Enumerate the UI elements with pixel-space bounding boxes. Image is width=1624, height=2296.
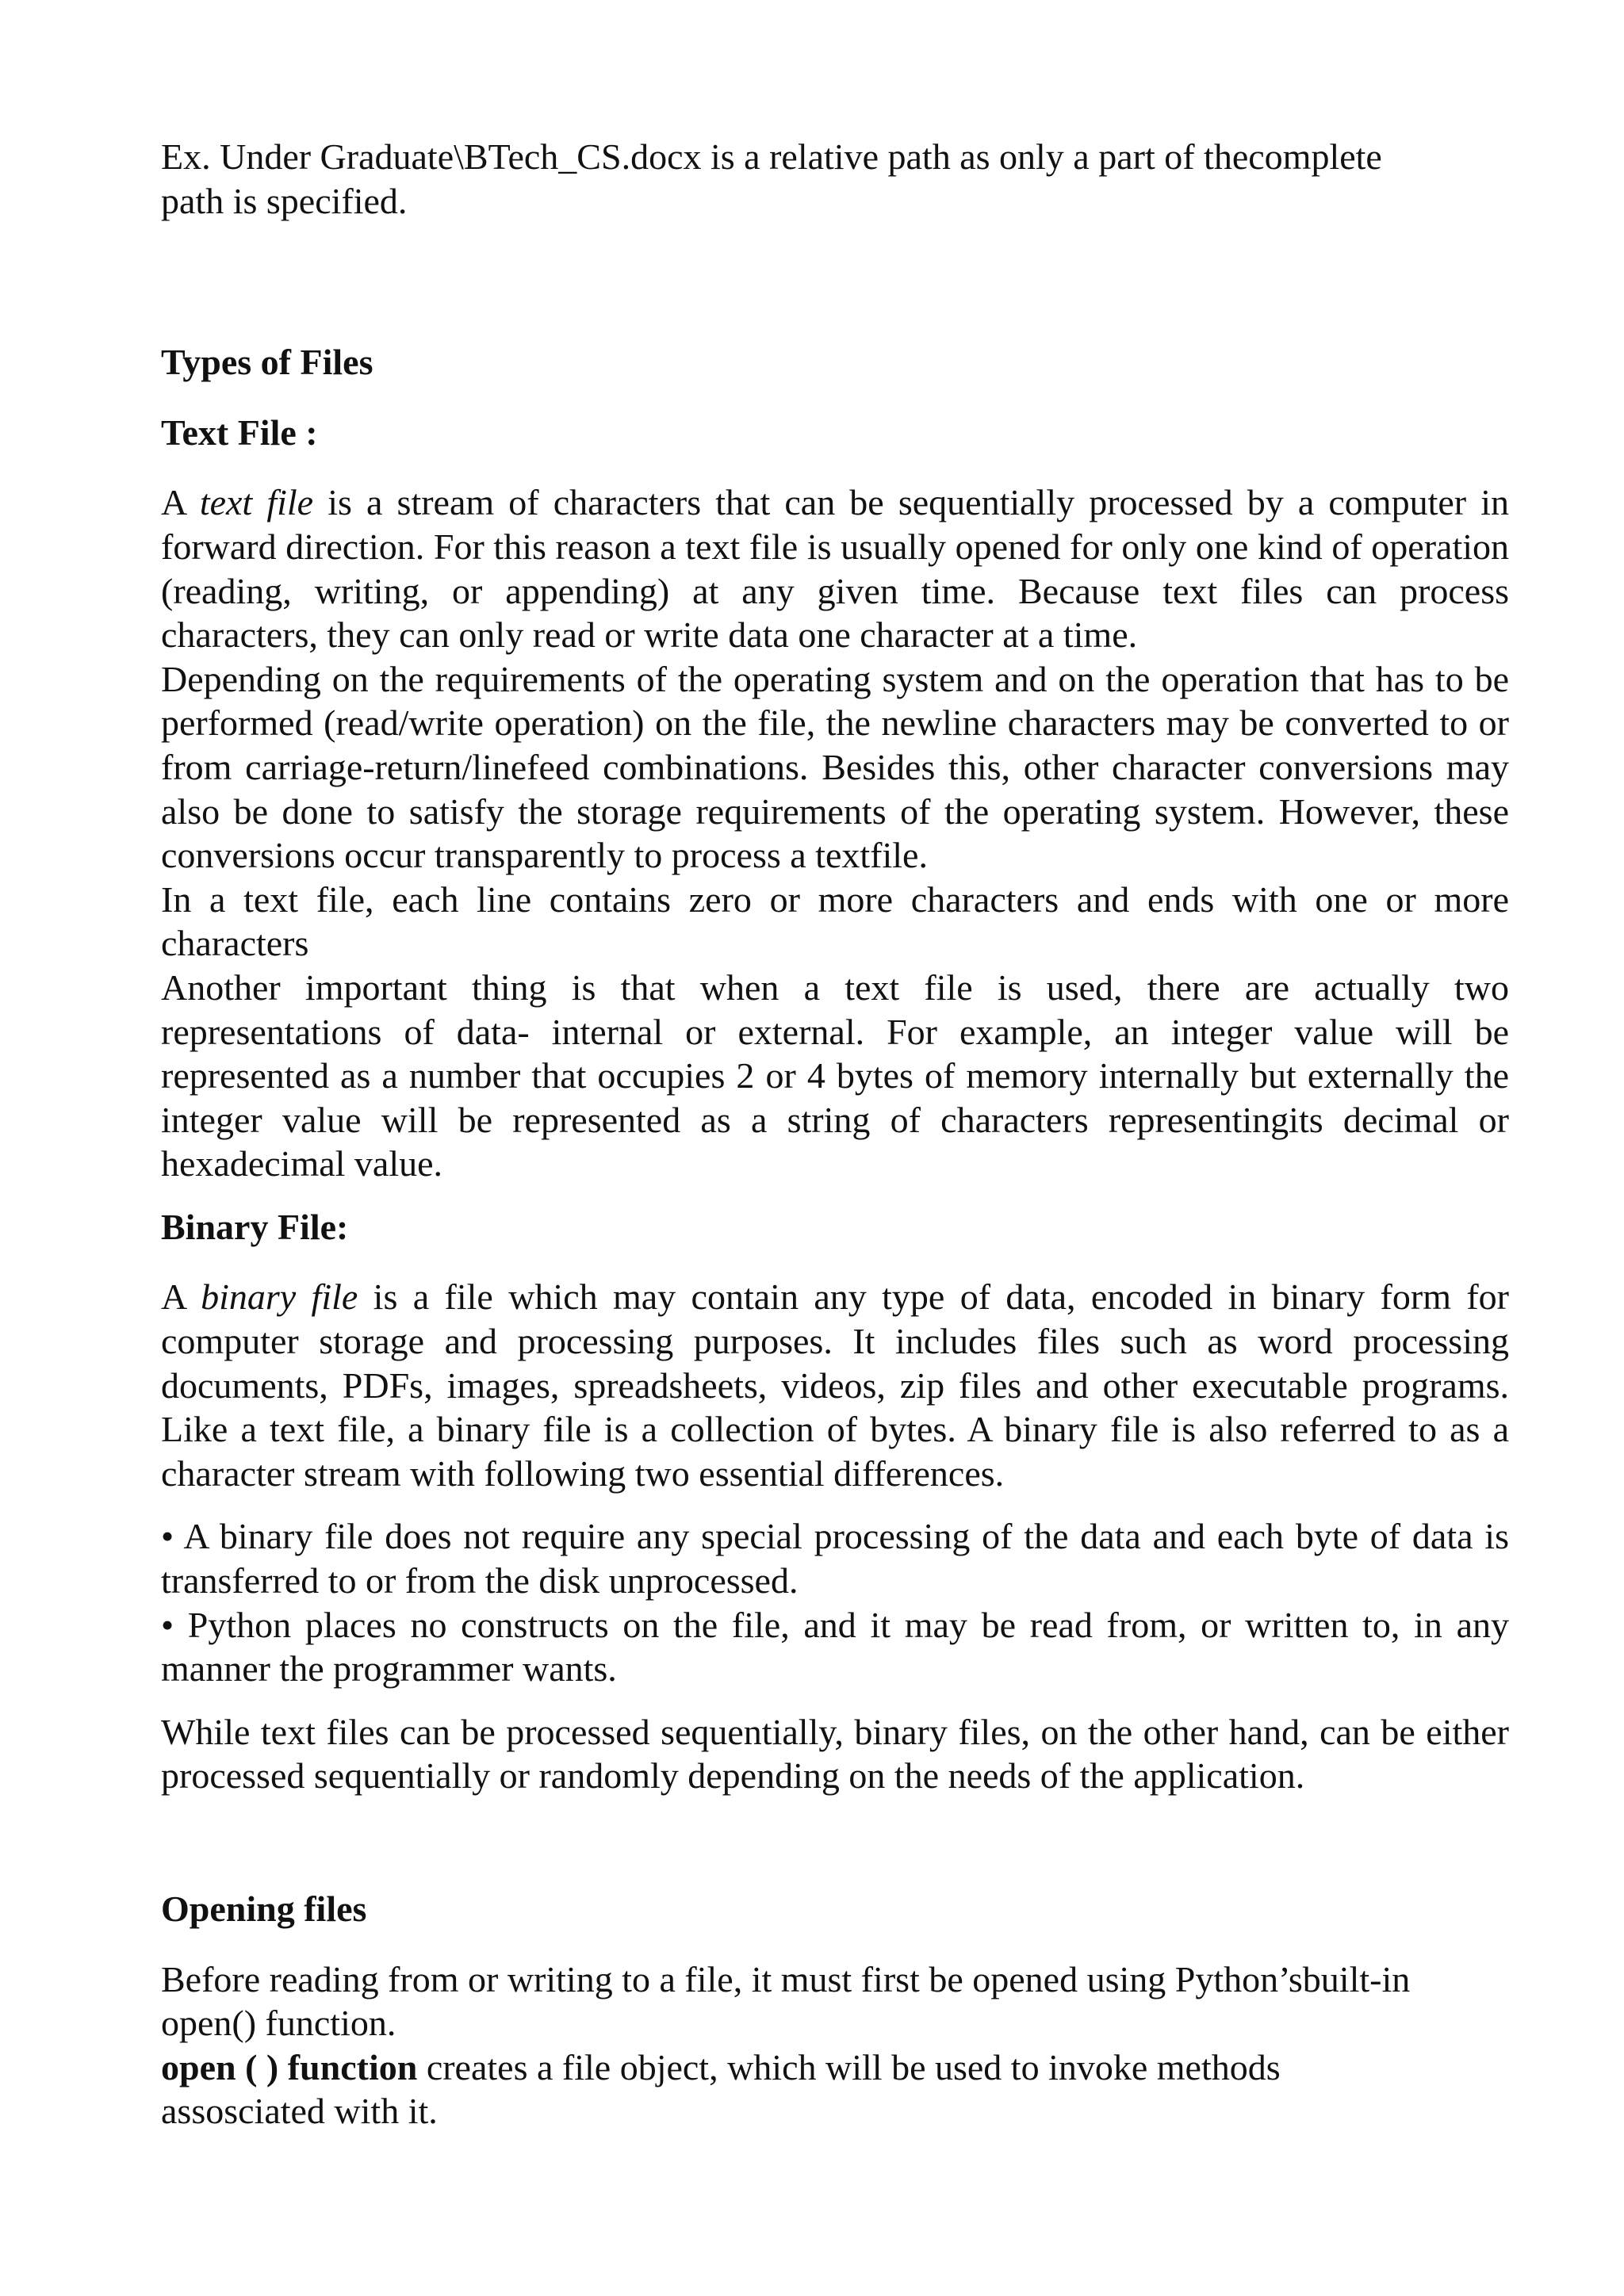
text-file-paragraph-1 xyxy=(161,480,1509,656)
open-function-term: open ( ) function xyxy=(161,2046,418,2087)
opening-p2-line-1: creates a file object, which will be used to invoke methods xyxy=(417,2046,1281,2087)
intro-line-1: Ex. Under Graduate\BTech_CS.docx is a relative path as only a part of thecomplete xyxy=(161,136,1382,177)
binary-file-closing-paragraph: While text files can be processed sequentially, binary files, on the other hand, can be either processed sequentially or randomly depending on the needs of the application. xyxy=(161,1711,1509,1797)
binary-file-bullet-1: • A binary file does not require any special processing of the data and each byte of data is transferred to or from the disk unprocessed. xyxy=(161,1516,1509,1601)
intro-paragraph xyxy=(161,135,1509,223)
binary-file-term: binary file xyxy=(201,1276,358,1318)
opening-files-heading: Opening files xyxy=(161,1888,367,1929)
text-file-term: text file xyxy=(199,482,314,523)
binary-file-heading: Binary File: xyxy=(161,1206,349,1247)
text-file-paragraph-4: Another important thing is that when a text file is used, there are actually two representations of data- internal or external. For example, an integer value will be represented as a number that occupies 2 or 4 bytes of memory internally but externally the integer value will be represented as a string of characters representingits decimal or hexadecimal value. xyxy=(161,966,1509,1184)
types-of-files-heading: Types of Files xyxy=(161,342,373,383)
binary-file-bullet-2: • Python places no constructs on the file, and it may be read from, or written to, in any manner the programmer wants. xyxy=(161,1604,1509,1689)
intro-line-2: path is specified. xyxy=(161,180,408,221)
opening-p2-line-2: assosciated with it. xyxy=(161,2091,438,2132)
binary-file-paragraph-1 xyxy=(161,1275,1509,1495)
opening-p1-line-1: Before reading from or writing to a file, it must first be opened using Python’sbuilt-in xyxy=(161,1958,1411,1999)
text-file-paragraph-3: In a text file, each line contains zero or more characters and ends with one or more characters xyxy=(161,878,1509,964)
opening-p1-line-2: open() function. xyxy=(161,2003,396,2044)
text-file-paragraph-2: Depending on the requirements of the operating system and on the operation that has to be performed (read/write operation) on the file, the newline characters may be converted to or from carriage-return/linefeed combinations. Besides this, other character conversions may also be done to satisfy the storage requirements of the operating system. However, these conversions occur transparently to process a textfile. xyxy=(161,658,1509,876)
text-file-heading: Text File : xyxy=(161,411,318,453)
opening-files-paragraph-1 xyxy=(161,1957,1509,2045)
opening-files-paragraph-2 xyxy=(161,2045,1509,2133)
binary-file-p1-lead: A xyxy=(161,1276,201,1318)
document-page xyxy=(161,135,1509,2133)
text-file-p1-lead: A xyxy=(161,482,200,523)
text-file-p1-rest: is a stream of characters that can be sequentially processed by a computer in forward direction. For this reason a text file is usually opened for only one kind of operation (reading, writing, or appending) at any given time. Because text files can process characters, they can only read or write data one character at a time. xyxy=(161,482,1510,656)
binary-file-p1-rest: is a file which may contain any type of data, encoded in binary form for computer storage and processing purposes. It includes files such as word processing documents, PDFs, images, spreadsheets, videos, zip files and other executable programs. Like a text file, a binary file is a collection of bytes. A binary file is also referred to as a character stream with following two essential differences. xyxy=(161,1276,1509,1494)
